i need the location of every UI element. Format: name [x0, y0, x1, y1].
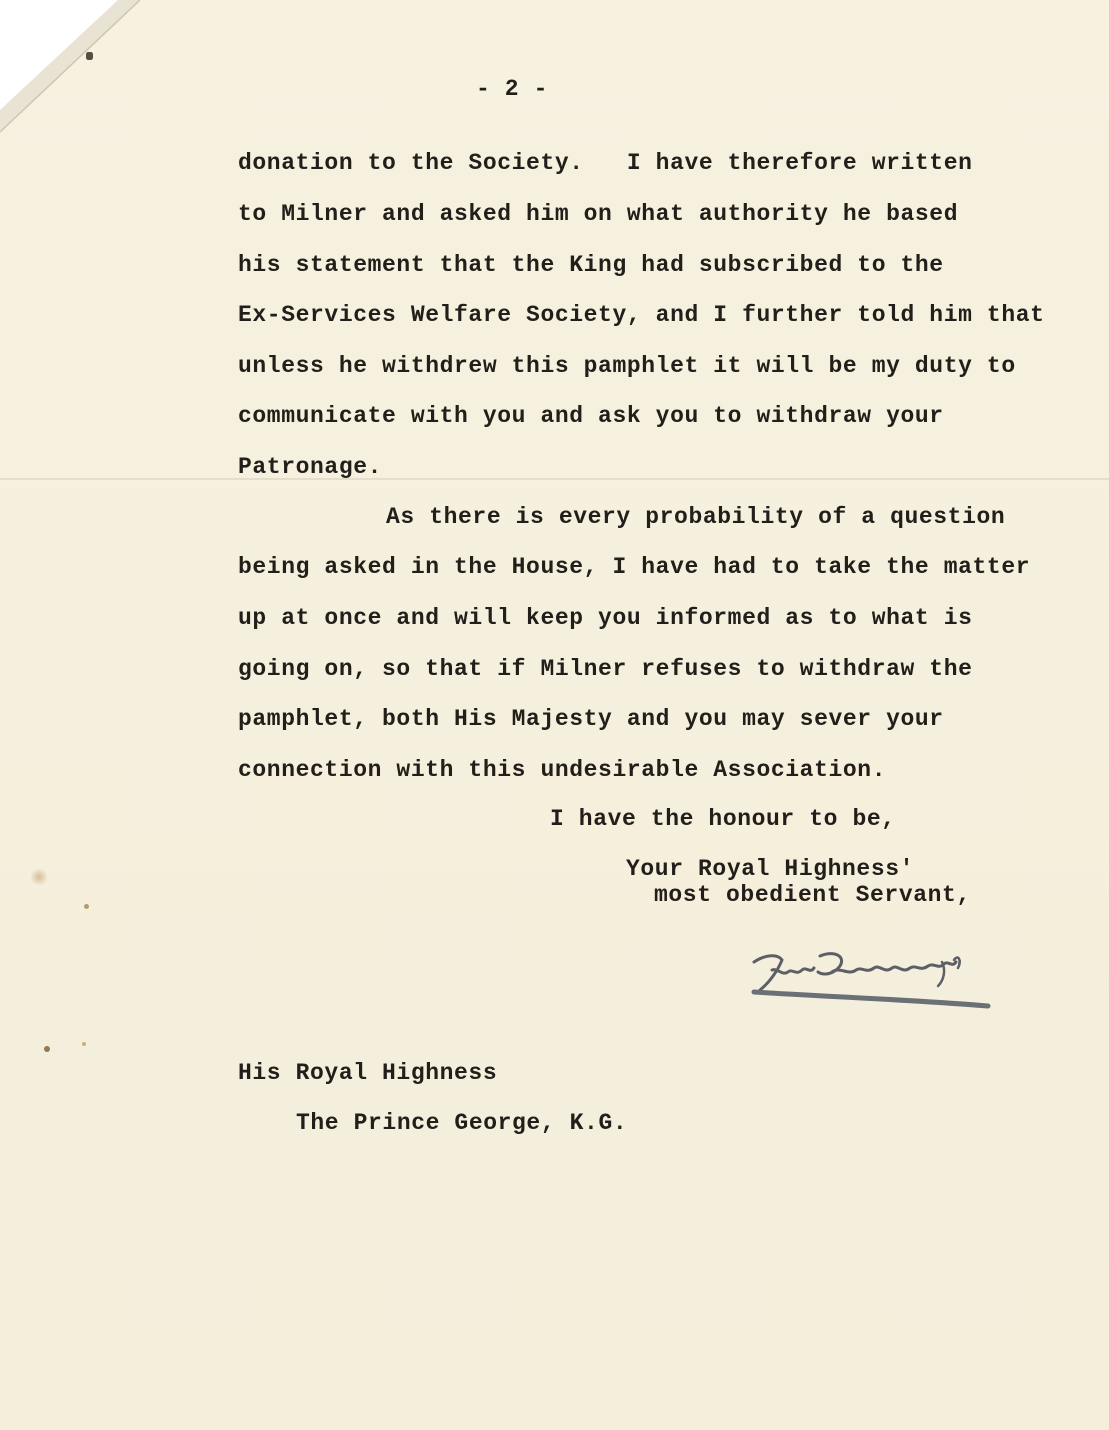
body-line: pamphlet, both His Majesty and you may sever your: [238, 706, 944, 732]
closing-line: I have the honour to be,: [550, 806, 896, 832]
body-line: communicate with you and ask you to withdraw your: [238, 403, 944, 429]
body-line: unless he withdrew this pamphlet it will be my duty to: [238, 353, 1016, 379]
addressee-line: His Royal Highness: [238, 1060, 498, 1086]
handwritten-signature: [748, 940, 998, 1020]
stain-mark: [44, 1046, 50, 1052]
folded-corner: [0, 0, 140, 140]
body-line: Patronage.: [238, 454, 383, 480]
body-line: his statement that the King had subscribed to the: [238, 252, 944, 278]
paper-crease: [0, 478, 1109, 480]
body-line: connection with this undesirable Association.: [238, 757, 887, 783]
body-line: Ex-Services Welfare Society, and I further told him that: [238, 302, 1045, 328]
stain-mark: [84, 904, 89, 909]
addressee-line: The Prince George, K.G.: [296, 1110, 628, 1136]
ink-mark: [86, 52, 93, 60]
closing-line: Your Royal Highness': [626, 856, 915, 882]
page-number: - 2 -: [476, 76, 549, 102]
stain-mark: [82, 1042, 86, 1046]
closing-line: most obedient Servant,: [654, 882, 971, 908]
body-line: being asked in the House, I have had to take the matter: [238, 554, 1031, 580]
body-line: to Milner and asked him on what authority he based: [238, 201, 959, 227]
body-line: going on, so that if Milner refuses to withdraw the: [238, 656, 973, 682]
body-line: up at once and will keep you informed as to what is: [238, 605, 973, 631]
body-line: donation to the Society. I have therefore written: [238, 150, 973, 176]
body-line: As there is every probability of a question: [386, 504, 1006, 530]
stain-mark: [30, 868, 48, 886]
